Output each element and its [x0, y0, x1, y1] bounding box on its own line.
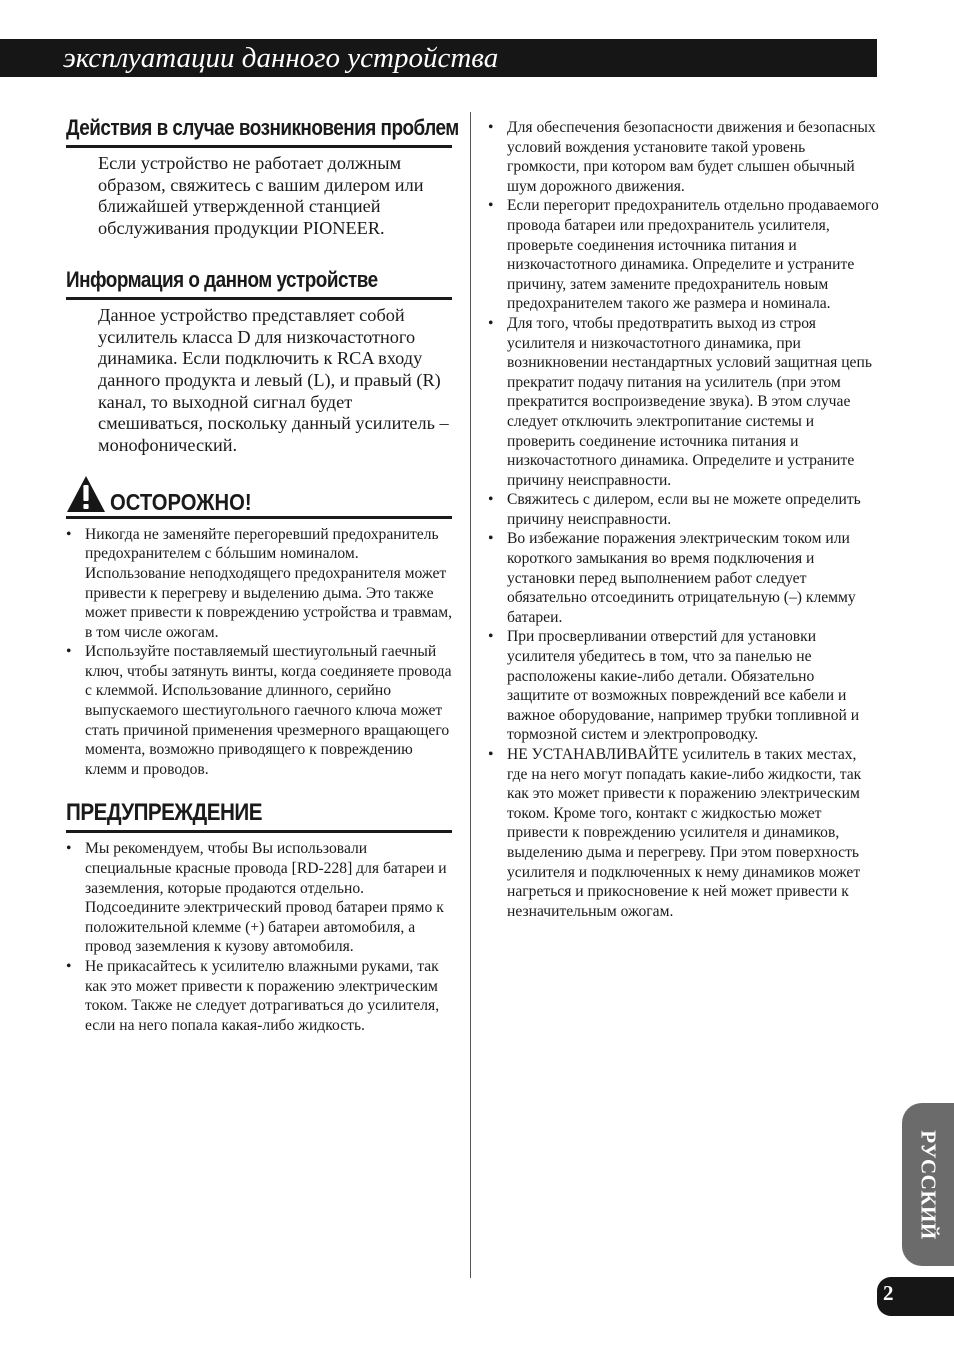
list-item: • Свяжитесь с дилером, если вы не можете определить причину неисправности.	[488, 490, 880, 529]
language-label: РУССКИЙ	[916, 1129, 941, 1240]
heading-rule	[66, 516, 452, 519]
warning-triangle-icon	[66, 475, 106, 513]
list-item: • Для обеспечения безопасности движения и безопасных условий вождения установите такой уровень громкости, при котором вам будет слышен обычный шум дорожного движения.	[488, 118, 880, 196]
caution-heading: ОСТОРОЖНО!	[110, 488, 252, 515]
list-item: • При просверливании отверстий для установки усилителя убедитесь в том, что за панелью не расположены какие-либо детали. Обязательно защитите от возможных повреждений все кабели и важное оборудование, например трубки топливной и тормозной систем и электропроводку.	[488, 627, 880, 745]
list-item: • Никогда не заменяйте перегоревший предохранитель предохранителем с бóльшим номиналом. Использование неподходящего предохранителя может привести к перегреву и выделению дыма. Это также может привести к повреждению устройства и травмам, в том числе ожогам.	[66, 525, 452, 643]
heading-rule	[66, 297, 452, 300]
troubleshooting-heading: Действия в случае возникновения проблем	[66, 115, 459, 140]
heading-rule	[66, 145, 452, 148]
heading-rule	[66, 830, 452, 833]
about-heading: Информация о данном устройстве	[66, 266, 378, 292]
warning-section	[66, 799, 452, 1035]
caution-heading-row	[66, 473, 452, 513]
column-divider	[470, 112, 471, 1278]
warning-list	[66, 839, 452, 1035]
troubleshooting-section	[66, 114, 459, 240]
list-item: • Если перегорит предохранитель отдельно продаваемого провода батареи или предохранитель усилителя, проверьте соединения источника питания и низкочастотного динамика. Определите и устраните причину, затем замените предохранитель новым предохранителем такого же размера и номинала.	[488, 196, 880, 314]
list-item: • Для того, чтобы предотвратить выход из строя усилителя и низкочастотного динамика, при возникновении нестандартных условий защитная цепь прекратит подачу питания на усилитель (при этом прекратится воспроизведение звука). В этом случае следует отключить электропитание системы и проверить соединение источника питания и низкочастотного динамика. Определите и устраните причину неисправности.	[488, 314, 880, 490]
left-column	[66, 114, 459, 1035]
header-bar	[0, 39, 877, 77]
list-item: • НЕ УСТАНАВЛИВАЙТЕ усилитель в таких местах, где на него могут попадать какие-либо жидкости, так как это может привести к поражению электрическим током. Кроме того, контакт с жидкостью может привести к повреждению усилителя и динамиков, выделению дыма и перегреву. При этом поверхность усилителя и подключенных к нему динамиков может нагреться и прикосновение к ней может привести к незначительным ожогам.	[488, 745, 880, 921]
caution-section	[66, 473, 452, 780]
right-column	[488, 118, 880, 921]
language-tab	[902, 1103, 954, 1266]
caution-list	[66, 525, 452, 780]
safety-list	[488, 118, 880, 921]
troubleshooting-text: Если устройство не работает должным образом, свяжитесь с вашим дилером или ближайшей утвержденной станцией обслуживания продукции PIONEER.	[98, 153, 424, 239]
list-item: • Не прикасайтесь к усилителю влажными руками, так как это может привести к поражению электрическим током. Также не следует дотрагиваться до усилителя, если на него попала какая-либо жидкость.	[66, 957, 452, 1035]
page-number-tab	[877, 1277, 954, 1316]
about-text: Данное устройство представляет собой усилитель класса D для низкочастотного динамика. Если подключить к RCA входу данного продукта и левый (L), и правый (R) канал, то выходной сигнал будет смешиваться, поскольку данный усилитель – монофонический.	[98, 304, 449, 456]
page-number: 2	[883, 1281, 894, 1305]
about-section	[66, 266, 452, 457]
list-item: • Во избежание поражения электрическим током или короткого замыкания во время подключения и установки перед выполнением работ следует обязательно отсоединить отрицательную (–) клемму батареи.	[488, 529, 880, 627]
page-title: эксплуатации данного устройства	[63, 42, 499, 74]
warning-heading: ПРЕДУПРЕЖДЕНИЕ	[66, 799, 262, 827]
list-item: • Мы рекомендуем, чтобы Вы использовали специальные красные провода [RD-228] для батареи и заземления, которые продаются отдельно. Подсоедините электрический провод батареи прямо к положительной клемме (+) батареи автомобиля, а провод заземления к кузову автомобиля.	[66, 839, 452, 957]
list-item: • Используйте поставляемый шестиугольный гаечный ключ, чтобы затянуть винты, когда соединяете провода с клеммой. Использование длинного, серийно выпускаемого шестиугольного гаечного ключа может стать причиной применения чрезмерного вращающего момента, возможно приводящего к повреждению клемм и проводов.	[66, 642, 452, 779]
